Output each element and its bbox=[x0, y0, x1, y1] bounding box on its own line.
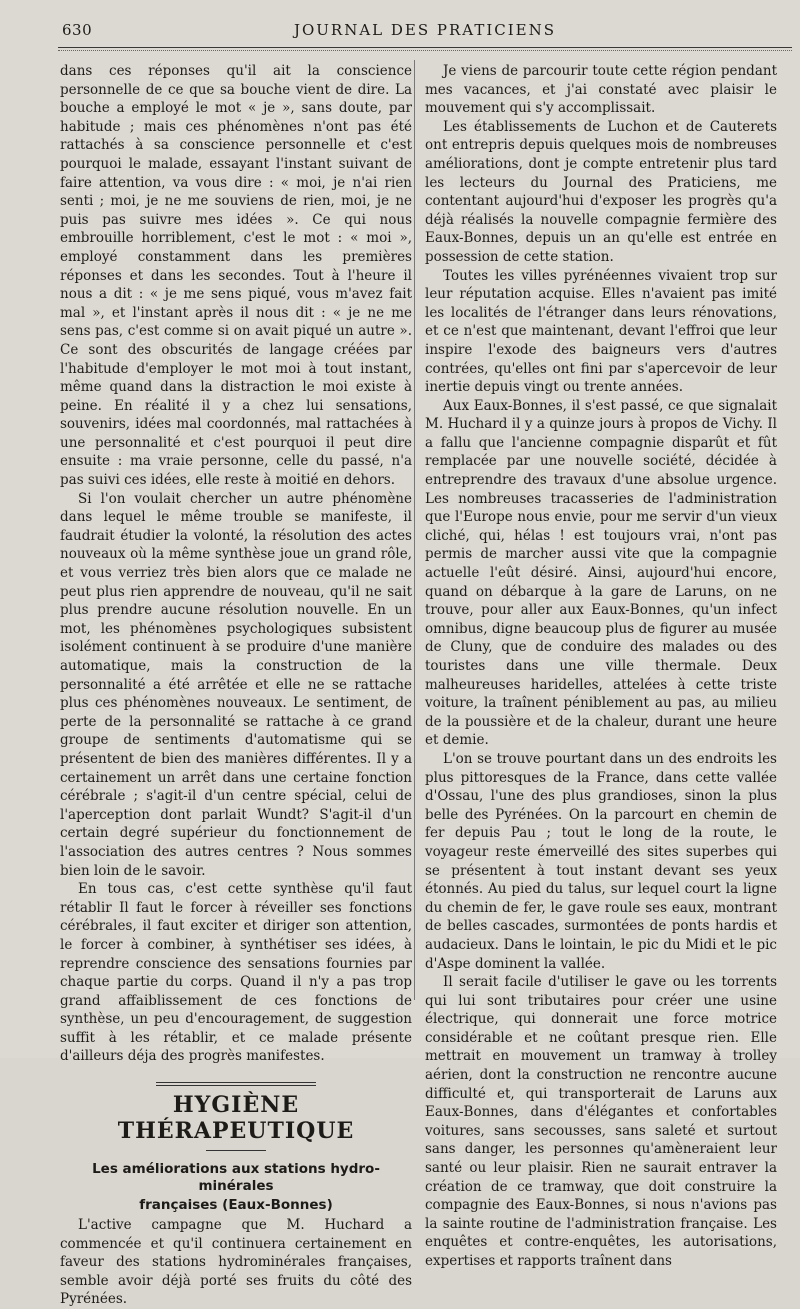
paragraph: dans ces réponses qu'il ait la conscience personnelle de ce que sa bouche vient de dire. La bouche a employé le mot « je », sans doute, par habitude ; mais ces phénomènes n'ont pas été rattachés à sa conscience personnelle et c'est pourquoi le malade, essayant l'instant suivant de faire attention, va vous dire : « moi, je n'ai rien senti ; moi, je ne me souviens de rien, moi, je ne puis pas suivre mes idées ». Ce qui nous embrouille horriblement, c'est le mot : « moi », employé constamment dans les premières réponses et dans les secondes. Tout à l'heure il nous a dit : « je me sens piqué, vous m'avez fait mal », et l'instant après il nous dit : « je ne me sens pas, c'est comme si on avait piqué un autre ». Ce sont des obscurités de langage créées par l'habitude d'employer le mot moi à tout instant, même quand dans la distraction le moi existe à peine. En réalité il y a chez lui sensations, souvenirs, idées mal coordonnés, mal rattachées à une personnalité et c'est pourquoi il peut dire ensuite : ma vraie personne, celle du passé, n'a pas suivi ces idées, elle reste à moitié en dehors. bbox=[60, 63, 412, 489]
paragraph: Aux Eaux-Bonnes, il s'est passé, ce que signalait M. Huchard il y a quinze jours à propos de Vichy. Il a fallu que l'ancienne compagnie disparût et fût remplacée par une nouvelle société, décidée à entreprendre des travaux d'une absolue urgence. Les nombreuses tracasseries de l'administration que l'Europe nous envie, pour me servir d'un vieux cliché, qui, hélas ! est toujours vrai, n'ont pas permis de marcher aussi vite que la compagnie actuelle l'eût désiré. Ainsi, aujourd'hui encore, quand on débarque à la gare de Laruns, on ne trouve, pour aller aux Eaux-Bonnes, qu'un infect omnibus, digne beaucoup plus de figurer au musée de Cluny, que de conduire des malades ou des touristes dans une ville thermale. Deux malheureuses haridelles, attelées à cette triste voiture, la traînent péniblement au pas, au milieu de la poussière et de la chaleur, durant une heure et demie. bbox=[425, 397, 777, 749]
article-intro-paragraph: L'active campagne que M. Huchard a commencée et qu'il continuera certainement en faveur des stations hydrominérales françaises, semble avoir déjà porté ses fruits du côté des Pyrénées. bbox=[60, 1217, 412, 1308]
paragraph: Les établissements de Luchon et de Cauterets ont entrepris depuis quelques mois de nombreuses améliorations, dont je compte entretenir plus tard les lecteurs du Journal des Praticiens, me contentant aujourd'hui d'exposer les progrès qu'a déjà réalisés la nouvelle compagnie fermière des Eaux-Bonnes, depuis un an qu'elle est entrée en possession de cette station. bbox=[425, 118, 777, 265]
paragraph: L'on se trouve pourtant dans un des endroits les plus pittoresques de la France, dans cette vallée d'Ossau, l'une des plus grandioses, sinon la plus belle des Pyrénées. On la parcourt en chemin de fer depuis Pau ; tout le long de la route, le voyageur reste émerveillé des sites superbes qui se présentent à tout instant devant ses yeux étonnés. Au pied du talus, sur lequel court la ligne du chemin de fer, le gave roule ses eaux, montrant de belles cascades, surmontées de ponts hardis et audacieux. Dans le lointain, le pic du Midi et le pic d'Aspe dominent la vallée. bbox=[425, 750, 777, 972]
page-header bbox=[58, 18, 792, 44]
header-rule bbox=[58, 47, 792, 48]
paragraph: Toutes les villes pyrénéennes vivaient trop sur leur réputation acquise. Elles n'avaient pas imité les localités de l'étranger dans leurs rénovations, et ce n'est que maintenant, devant l'effroi que leur inspire l'exode des baigneurs vers d'autres contrées, qu'elles ont fini par s'apercevoir de leur inertie depuis vingt ou trente années. bbox=[425, 267, 777, 396]
page-number: 630 bbox=[62, 21, 93, 39]
left-column bbox=[60, 62, 412, 1309]
column-divider bbox=[414, 60, 415, 1000]
journal-title: JOURNAL DES PRATICIENS bbox=[293, 21, 557, 39]
paragraph: Je viens de parcourir toute cette région pendant mes vacances, et j'ai constaté avec plaisir le mouvement qui s'y accomplissait. bbox=[425, 63, 777, 117]
article-title-line1: Les améliorations aux stations hydro-minérales bbox=[92, 1161, 380, 1195]
right-column bbox=[425, 62, 777, 1271]
section-title: HYGIÈNE THÉRAPEUTIQUE bbox=[117, 1092, 355, 1145]
paragraph: Si l'on voulait chercher un autre phénomène dans lequel le même trouble se manifeste, il faudrait étudier la volonté, la résolution des actes nouveaux où la même synthèse joue un grand rôle, et vous verriez très bien alors que ce malade ne peut plus rien apprendre de nouveau, qu'il ne sait plus prendre aucune résolution nouvelle. En un mot, les phénomènes psychologiques subsistent isolément continuent à se produire d'une manière automatique, mais la construction de la personnalité a été arrêtée et elle ne se rattache plus ces phénomènes nouveaux. Le sentiment, de perte de la personnalité se rattache à ce grand groupe de sentiments d'automatisme qui se présentent de bien des manières différentes. Il y a certainement un arrêt dans une certaine fonction cérébrale ; s'agit-il d'un centre spécial, celui de l'aperception dont parlait Wundt? S'agit-il d'un certain degré supérieur du fonctionnement de l'association des autres centres ? Nous sommes bien loin de le savoir. bbox=[60, 490, 412, 879]
section-separator bbox=[156, 1082, 316, 1086]
article-title-line2: françaises (Eaux-Bonnes) bbox=[139, 1197, 333, 1214]
paragraph: Il serait facile d'utiliser le gave ou les torrents qui lui sont tributaires pour créer une usine électrique, qui donnerait une force motrice considérable et ne coûtant presque rien. Elle mettrait en mouvement un tramway à trolley aérien, dont la construction ne rencontre aucune difficulté et, qui transporterait de Laruns aux Eaux-Bonnes, dans d'élégantes et confortables voitures, sans secousses, sans saleté et surtout sans danger, les personnes qu'amèneraient leur santé ou leur plaisir. Rien ne saurait entraver la création de ce tramway, que doit construire la compagnie des Eaux-Bonnes, si nous n'avions pas la sainte routine de l'administration française. Les enquêtes et contre-enquêtes, les autorisations, expertises et rapports traînent dans bbox=[425, 974, 777, 1269]
section-rule bbox=[206, 1150, 266, 1151]
paragraph: En tous cas, c'est cette synthèse qu'il faut rétablir Il faut le forcer à réveiller ses fonctions cérébrales, il faut exciter et diriger son attention, le forcer à combiner, à synthétiser ses idées, à reprendre conscience des sensations fournies par chaque partie du corps. Quand il n'y a pas trop grand affaiblissement de ces fonctions de synthèse, un peu d'encouragement, de suggestion suffit à les rétablir, et ce malade présente d'ailleurs déja des progrès manifestes. bbox=[60, 881, 412, 1065]
header-rule-dotted bbox=[58, 50, 792, 51]
